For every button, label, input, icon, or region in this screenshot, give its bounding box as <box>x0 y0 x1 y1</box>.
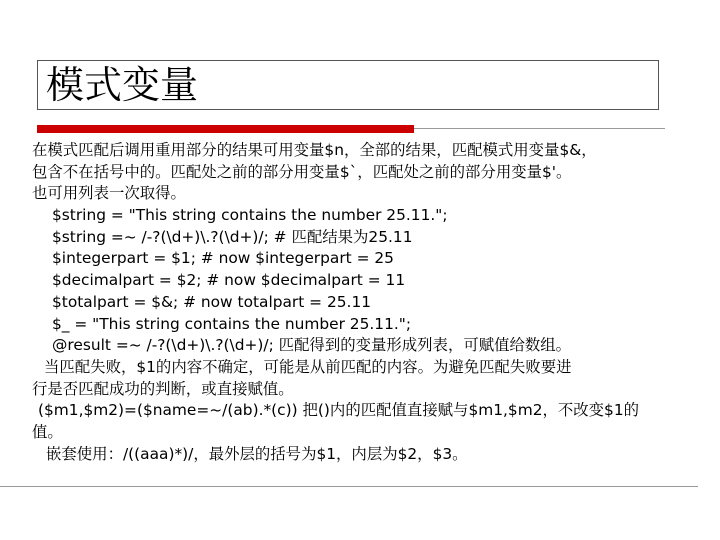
code-line: $integerpart = $1; # now $integerpart = 25 <box>52 249 394 268</box>
accent-bar <box>37 125 414 133</box>
body-line: ($m1,$m2)=($name=~/(ab).*(c)) 把()内的匹配值直接赋与$m1,$m2，不改变$1的 <box>38 401 640 420</box>
body-line: 嵌套使用：/((aaa)*)/，最外层的括号为$1，内层为$2，$3。 <box>46 444 468 463</box>
code-line: $totalpart = $&; # now totalpart = 25.11 <box>52 292 372 311</box>
slide-body <box>32 140 692 465</box>
body-line: 值。 <box>32 422 63 441</box>
code-line: $string = "This string contains the number 25.11."; <box>52 206 448 225</box>
body-line: 也可用列表一次取得。 <box>32 184 186 203</box>
code-line: $decimalpart = $2; # now $decimalpart = 11 <box>52 271 406 290</box>
footer-divider-line <box>0 486 698 487</box>
body-line: 包含不在括号中的。匹配处之前的部分用变量$`，匹配处之前的部分用变量$'。 <box>32 162 572 181</box>
code-line: $string =~ /-?(\d+)\.?(\d+)/; # 匹配结果为25.11 <box>52 227 413 246</box>
code-line: @result =~ /-?(\d+)\.?(\d+)/; 匹配得到的变量形成列表，可赋值给数组。 <box>52 336 572 355</box>
body-line: 行是否匹配成功的判断，或直接赋值。 <box>32 379 294 398</box>
body-line: 当匹配失败，$1的内容不确定，可能是从前匹配的内容。为避免匹配失败要进 <box>44 357 572 376</box>
code-line: $_ = "This string contains the number 25.11."; <box>52 314 412 333</box>
slide-title: 模式变量 <box>46 63 199 107</box>
body-line: 在模式匹配后调用重用部分的结果可用变量$n，全部的结果，匹配模式用变量$&， <box>32 141 597 159</box>
title-box <box>37 60 659 110</box>
